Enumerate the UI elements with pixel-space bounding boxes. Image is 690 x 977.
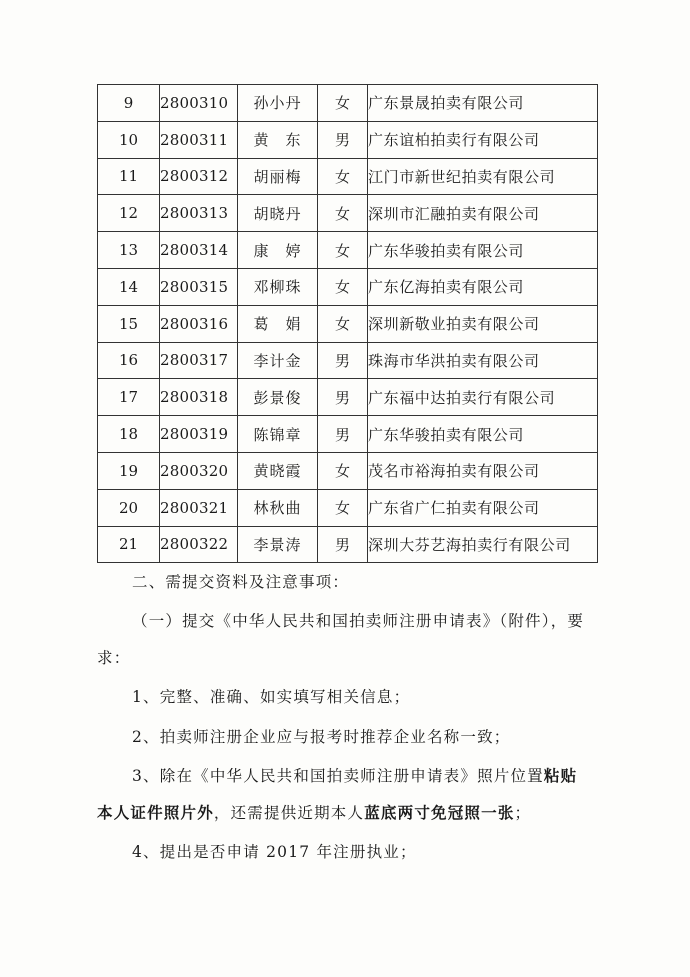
person-name-cell: 胡晓丹 <box>238 195 318 232</box>
certificate-id-cell: 2800310 <box>160 85 238 122</box>
table-row <box>98 232 598 269</box>
requirement-3-line2 <box>97 803 531 823</box>
company-name-cell: 广东谊柏拍卖行有限公司 <box>368 121 598 158</box>
company-name-cell: 广东省广仁拍卖有限公司 <box>368 489 598 526</box>
serial-number-cell: 15 <box>98 305 160 342</box>
company-name-cell: 广东亿海拍卖有限公司 <box>368 268 598 305</box>
certificate-id-cell: 2800311 <box>160 121 238 158</box>
person-name-cell: 黄 东 <box>238 121 318 158</box>
req3-text-d: ，还需提供近期本人 <box>213 804 365 822</box>
serial-number-cell: 12 <box>98 195 160 232</box>
requirement-4: 4、提出是否申请 2017 年注册执业； <box>132 843 417 861</box>
roster-body <box>98 85 598 563</box>
req3-bold-paste: 粘贴 <box>543 766 578 785</box>
table-row <box>98 489 598 526</box>
certificate-id-cell: 2800314 <box>160 232 238 269</box>
company-name-cell: 广东华骏拍卖有限公司 <box>368 416 598 453</box>
serial-number-cell: 11 <box>98 158 160 195</box>
gender-cell: 女 <box>318 305 368 342</box>
serial-number-cell: 10 <box>98 121 160 158</box>
serial-number-cell: 16 <box>98 342 160 379</box>
gender-cell: 女 <box>318 452 368 489</box>
person-name-cell: 孙小丹 <box>238 85 318 122</box>
certificate-id-cell: 2800322 <box>160 526 238 563</box>
gender-cell: 女 <box>318 489 368 526</box>
certificate-id-cell: 2800317 <box>160 342 238 379</box>
gender-cell: 女 <box>318 85 368 122</box>
req3-text-a: 3、除在《中华人民共和国拍卖师注册申请表》照片位置 <box>132 767 544 785</box>
person-name-cell: 邓柳珠 <box>238 268 318 305</box>
certificate-id-cell: 2800313 <box>160 195 238 232</box>
table-row <box>98 452 598 489</box>
serial-number-cell: 13 <box>98 232 160 269</box>
person-name-cell: 李计金 <box>238 342 318 379</box>
serial-number-cell: 9 <box>98 85 160 122</box>
gender-cell: 男 <box>318 121 368 158</box>
certificate-id-cell: 2800312 <box>160 158 238 195</box>
gender-cell: 男 <box>318 379 368 416</box>
gender-cell: 女 <box>318 195 368 232</box>
gender-cell: 男 <box>318 526 368 563</box>
gender-cell: 女 <box>318 268 368 305</box>
item1-line1: （一）提交《中华人民共和国拍卖师注册申请表》（附件），要 <box>132 612 585 630</box>
table-row <box>98 416 598 453</box>
gender-cell: 女 <box>318 232 368 269</box>
certificate-id-cell: 2800321 <box>160 489 238 526</box>
gender-cell: 男 <box>318 416 368 453</box>
auctioneer-roster-table <box>97 84 598 563</box>
serial-number-cell: 18 <box>98 416 160 453</box>
certificate-id-cell: 2800315 <box>160 268 238 305</box>
table-row <box>98 379 598 416</box>
certificate-id-cell: 2800319 <box>160 416 238 453</box>
company-name-cell: 广东景晟拍卖有限公司 <box>368 85 598 122</box>
serial-number-cell: 17 <box>98 379 160 416</box>
section-heading: 二、需提交资料及注意事项： <box>132 573 350 591</box>
requirement-2: 2、拍卖师注册企业应与报考时推荐企业名称一致； <box>132 728 511 746</box>
person-name-cell: 胡丽梅 <box>238 158 318 195</box>
serial-number-cell: 21 <box>98 526 160 563</box>
certificate-id-cell: 2800318 <box>160 379 238 416</box>
gender-cell: 男 <box>318 342 368 379</box>
req3-text-f: ； <box>514 804 532 822</box>
req3-bold-id-photo: 本人证件照片外 <box>97 803 214 822</box>
gender-cell: 女 <box>318 158 368 195</box>
person-name-cell: 彭景俊 <box>238 379 318 416</box>
table-row <box>98 342 598 379</box>
company-name-cell: 珠海市华洪拍卖有限公司 <box>368 342 598 379</box>
company-name-cell: 深圳市汇融拍卖有限公司 <box>368 195 598 232</box>
table-row <box>98 526 598 563</box>
requirement-3-line1 <box>132 766 577 786</box>
company-name-cell: 茂名市裕海拍卖有限公司 <box>368 452 598 489</box>
company-name-cell: 深圳大芬艺海拍卖行有限公司 <box>368 526 598 563</box>
company-name-cell: 广东福中达拍卖行有限公司 <box>368 379 598 416</box>
company-name-cell: 广东华骏拍卖有限公司 <box>368 232 598 269</box>
serial-number-cell: 19 <box>98 452 160 489</box>
table-row <box>98 305 598 342</box>
company-name-cell: 深圳新敬业拍卖有限公司 <box>368 305 598 342</box>
table-row <box>98 85 598 122</box>
person-name-cell: 林秋曲 <box>238 489 318 526</box>
table-row <box>98 268 598 305</box>
table-row <box>98 195 598 232</box>
person-name-cell: 李景涛 <box>238 526 318 563</box>
requirement-1: 1、完整、准确、如实填写相关信息； <box>132 688 411 706</box>
person-name-cell: 黄晓霞 <box>238 452 318 489</box>
table-row <box>98 121 598 158</box>
serial-number-cell: 20 <box>98 489 160 526</box>
company-name-cell: 江门市新世纪拍卖有限公司 <box>368 158 598 195</box>
person-name-cell: 葛 娟 <box>238 305 318 342</box>
person-name-cell: 陈锦章 <box>238 416 318 453</box>
table-row <box>98 158 598 195</box>
serial-number-cell: 14 <box>98 268 160 305</box>
certificate-id-cell: 2800320 <box>160 452 238 489</box>
req3-bold-blue-photo: 蓝底两寸免冠照一张 <box>364 803 515 822</box>
certificate-id-cell: 2800316 <box>160 305 238 342</box>
person-name-cell: 康 婷 <box>238 232 318 269</box>
item1-line2: 求： <box>97 649 131 667</box>
